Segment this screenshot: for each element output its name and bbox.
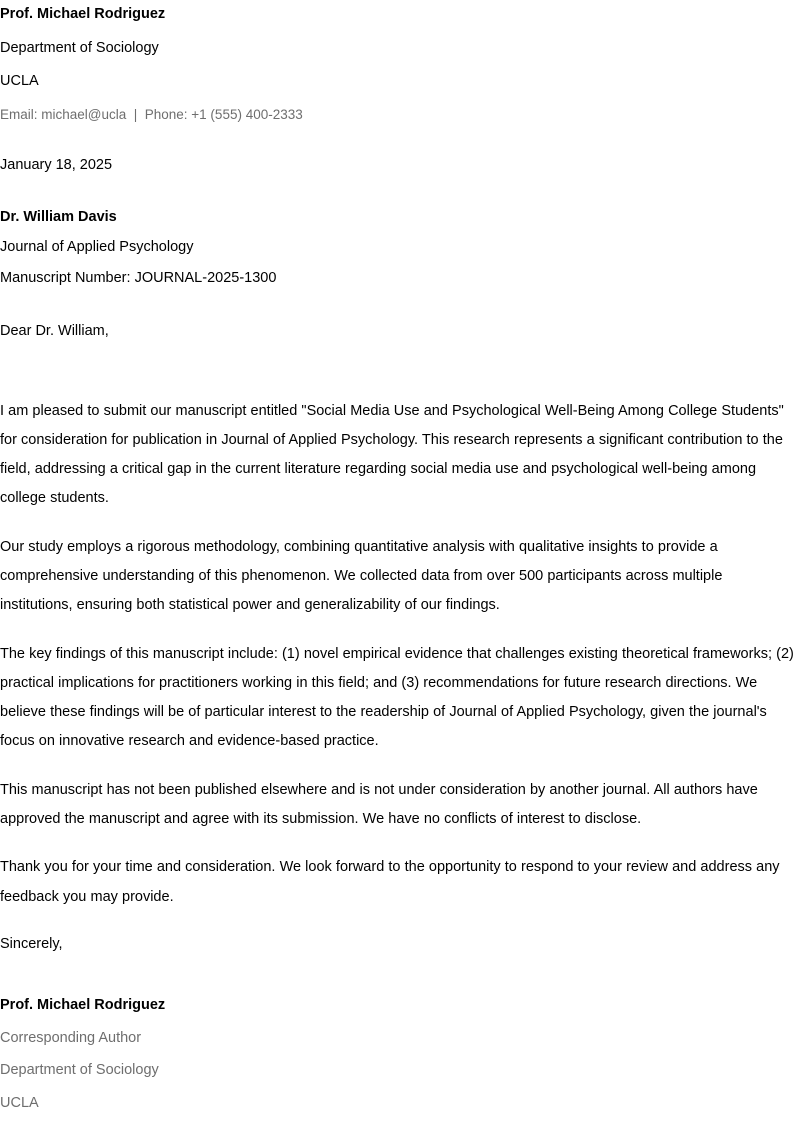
- salutation: Dear Dr. William,: [0, 323, 109, 339]
- letter-date: January 18, 2025: [0, 157, 113, 173]
- sender-name: Prof. Michael Rodriguez: [0, 6, 166, 22]
- signature-name: Prof. Michael Rodriguez: [0, 997, 166, 1014]
- closing: Sincerely,: [0, 935, 63, 952]
- signature-institution: UCLA: [0, 1094, 39, 1111]
- sender-block: [0, 0, 794, 121]
- recipient-journal: Journal of Applied Psychology: [0, 239, 194, 255]
- signature-role: Corresponding Author: [0, 1029, 142, 1046]
- sender-department: Department of Sociology: [0, 39, 159, 56]
- body-paragraph-3: The key findings of this manuscript include: (1) novel empirical evidence that challenges existing theoretical frameworks; (2) practical implications for practitioners working in this field; and (3) recommendations for future research directions. We believe these findings will be of particular interest to the readership of Journal of Applied Psychology, given the journal's focus on innovative research and evidence-based practice.: [0, 645, 794, 750]
- signature-block: [0, 998, 794, 1110]
- recipient-manuscript-number: Manuscript Number: JOURNAL-2025-1300: [0, 269, 277, 286]
- sender-institution: UCLA: [0, 73, 39, 89]
- recipient-name: Dr. William Davis: [0, 208, 117, 225]
- body-paragraph-4: This manuscript has not been published elsewhere and is not under consideration by another journal. All authors have approved the manuscript and agree with its submission. We have no conflicts of interest to disclose.: [0, 781, 758, 828]
- body-paragraph-1: I am pleased to submit our manuscript entitled "Social Media Use and Psychological Well-Being Among College Students" for consideration for publication in Journal of Applied Psychology. This research represents a significant contribution to the field, addressing a critical gap in the current literature regarding social media use and psychological well-being among college students.: [0, 402, 784, 507]
- sender-contact: Email: michael@ucla | Phone: +1 (555) 400-2333: [0, 106, 303, 122]
- body-paragraph-5: Thank you for your time and consideration. We look forward to the opportunity to respond to your review and address any feedback you may provide.: [0, 859, 780, 905]
- letter-body: [0, 397, 794, 912]
- recipient-block: [0, 210, 794, 286]
- signature-department: Department of Sociology: [0, 1062, 159, 1079]
- body-paragraph-2: Our study employs a rigorous methodology, combining quantitative analysis with qualitative insights to provide a comprehensive understanding of this phenomenon. We collected data from over 500 participants across multiple institutions, ensuring both statistical power and generalizability of our findings.: [0, 538, 723, 614]
